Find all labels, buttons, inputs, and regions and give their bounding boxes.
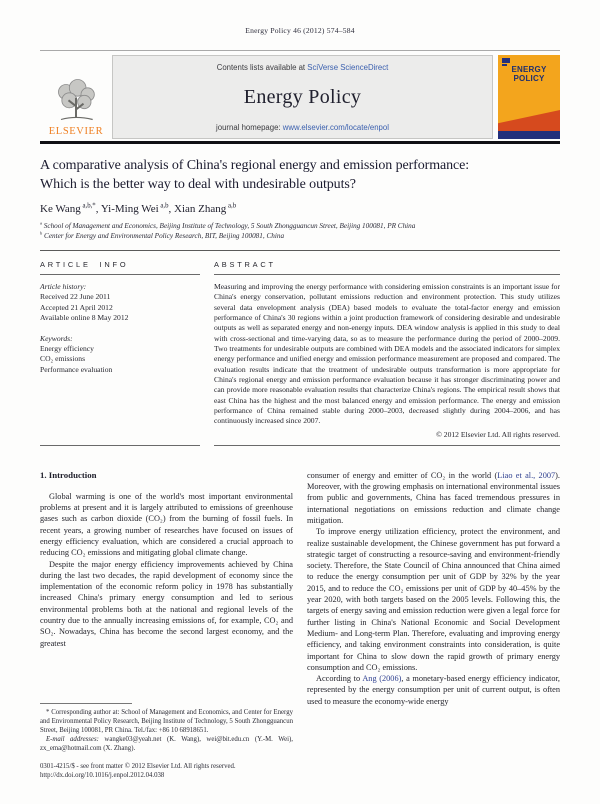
header-top-rule	[40, 50, 560, 51]
body-left-column	[40, 470, 293, 780]
email-footnote	[40, 735, 293, 753]
text-run: According to	[316, 674, 363, 684]
article-info-heading: ARTICLE INFO	[40, 260, 129, 269]
email-label: E-mail addresses:	[46, 735, 105, 743]
homepage-line	[216, 123, 389, 132]
author-name: Yi-Ming Wei	[100, 203, 159, 215]
article-history-item: Received 22 June 2011	[40, 292, 111, 302]
cover-red-band	[498, 110, 560, 132]
author-name: Ke Wang	[40, 203, 81, 215]
journal-homepage-link[interactable]: www.elsevier.com/locate/enpol	[282, 123, 389, 132]
title-block-rule	[40, 250, 560, 251]
footnote-block	[40, 703, 293, 753]
author-affiliation-sup: a,b	[158, 202, 169, 210]
article-history-label: Article history:	[40, 282, 87, 291]
author-affiliation-sup: a,b,*	[80, 202, 96, 210]
elsevier-wordmark: ELSEVIER	[48, 126, 104, 137]
article-title-line1: A comparative analysis of China's regional energy and emission performance:	[40, 158, 470, 173]
body-paragraph	[307, 673, 560, 707]
keyword-item: Energy efficiency	[40, 344, 94, 354]
info-abstract-block	[40, 260, 560, 446]
elsevier-logo	[40, 55, 112, 139]
left-column-text	[40, 491, 293, 649]
article-title	[40, 157, 560, 194]
author-affiliation-sup: a,b	[226, 202, 237, 210]
keywords-label: Keywords:	[40, 333, 73, 343]
cover-navy-band	[498, 131, 560, 139]
footnote-rule	[40, 703, 132, 704]
affiliation-line: $^b$ Center for Energy and Environmental Policy Research, BIT, Beijing 100081, China	[40, 230, 285, 240]
body-paragraph	[307, 470, 560, 526]
contents-line	[217, 63, 389, 72]
article-info-column	[40, 260, 200, 446]
article-history-list	[40, 292, 200, 323]
text-run: Global warming is one of the world's most important environmental problems at present and it is largely attributed to emissions of greenhouse gases such as carbon dioxide (CO₂) from the burning of fossil fuels. In recent years, a growing number of researches have focused on issues of energy efficiency evaluation, which are considered a crucial approach to reducing CO₂ emissions and mitigating global climate change.	[40, 491, 293, 558]
journal-banner	[112, 55, 493, 139]
issn-block	[40, 762, 293, 780]
keywords-list	[40, 344, 200, 375]
affiliation-list	[40, 222, 560, 241]
body-paragraph	[307, 526, 560, 673]
corresponding-author-footnote: * Corresponding author at: School of Management and Economics, and Center for Energy and Environmental Policy Research, Beijing Institute of Technology, 5 South Zhongguancun Street, Beijing 100081, PR China. Tel./fax: +86 10 68918651.	[40, 708, 293, 734]
sciverse-sciencedirect-link[interactable]: SciVerse ScienceDirect	[307, 63, 389, 72]
email-addresses[interactable]: wangke03@yeah.net (K. Wang), wei@bit.edu.cn (Y.-M. Wei), zx_ema@hotmail.com (X. Zhang).	[40, 735, 294, 752]
affiliation-line: $^a$ School of Management and Economics, Beijing Institute of Technology, 5 South Zhongguancun Street, Beijing 100081, PR China	[40, 220, 416, 230]
citation-link[interactable]: Ang (2006)	[362, 674, 402, 684]
info-spacer	[40, 324, 200, 334]
article-history-item: Accepted 21 April 2012	[40, 302, 113, 312]
abstract-copyright: © 2012 Elsevier Ltd. All rights reserved.	[436, 429, 560, 439]
abstract-heading: ABSTRACT	[214, 260, 276, 269]
text-run: consumer of energy and emitter of CO₂ in the world (	[307, 470, 498, 480]
affiliation-sup: a	[40, 220, 42, 226]
cover-publisher-mark-icon	[502, 58, 510, 63]
text-run: To improve energy utilization efficiency, protect the environment, and realize sustainable development, the Chinese government has put forward a strategic target of constructing a resource-saving and environment-friendly society. Therefore, the State Council of China announced that China aimed to reduce the energy consumption per unit of GDP by 32% by the year 2015, and to reduce the CO₂ emissions per unit of GDP by 40–45% by the year 2020, with both targets based on the 2005 levels. Following this, the targets of energy saving and emission reduction were given a legal force for further listing in China's National Economic and Social Development Medium- and Long-term Plan. Therefore, evaluating and improving energy efficiency, and taking environment constraints into consideration, is quite important for China to slow down the rapid growth of primary energy consumption and CO₂ emissions.	[307, 527, 560, 672]
contents-prefix: Contents lists available at	[216, 63, 308, 72]
body-paragraph	[40, 491, 293, 559]
journal-header-band	[40, 55, 560, 139]
body-paragraph	[40, 559, 293, 649]
text-run: Despite the major energy efficiency improvements achieved by China during the last two decades, the rapid development of economy since the implementation of the economic reform policy in 1978 has substantially increased China's primary energy consumption and led to serious environmental problems both at the national and regional levels of the country due to the annually increasing emissions of, for example, CO₂ and SO₂. Nowadays, China has become the second largest economy, and the greatest	[40, 559, 293, 648]
keyword-item: Performance evaluation	[40, 364, 113, 374]
journal-name: Energy Policy	[243, 86, 362, 108]
keyword-item: CO₂ emissions	[40, 354, 86, 364]
article-title-line2: Which is the better way to deal with undesirable outputs?	[40, 176, 356, 192]
doi-link[interactable]: http://dx.doi.org/10.1016/j.enpol.2012.04.038	[40, 771, 165, 779]
abstract-column	[214, 260, 560, 446]
article-info-heading-rule	[40, 274, 200, 275]
cover-title-line1: ENERGY	[511, 65, 547, 74]
section-heading-introduction: 1. Introduction	[40, 469, 97, 480]
abstract-heading-rule	[214, 274, 560, 275]
author-list: Ke Wang $^{a,b,*}$, Yi-Ming Wei $^{a,b}$, Xian Zhang $^{a,b}$	[40, 202, 237, 215]
header-thick-rule	[40, 141, 560, 144]
cover-title-line2: POLICY	[513, 73, 545, 83]
journal-cover-thumbnail	[498, 55, 560, 139]
author-name: Xian Zhang	[174, 203, 227, 215]
article-history-item: Available online 8 May 2012	[40, 313, 129, 323]
cover-title	[498, 66, 560, 83]
right-column-text	[307, 470, 560, 707]
elsevier-tree-icon	[51, 79, 101, 125]
text-run: ). Moreover, with the growing emphasis on international environmental issues from public and governments, China has faced tremendous pressures in international negotiations on emissions reduction and climate change mitigation.	[307, 470, 560, 525]
body-columns	[40, 470, 560, 780]
body-right-column	[307, 470, 560, 780]
issn-line: 0301-4215/$ - see front matter © 2012 Elsevier Ltd. All rights reserved.	[40, 762, 236, 770]
affiliation-sup: b	[40, 230, 43, 236]
homepage-prefix: journal homepage:	[216, 123, 283, 132]
abstract-text: Measuring and improving the energy performance with considering emission constraints is an important issue for China's energy conservation, pollutant emissions reduction and environment protection. This study utilizes several data envelopment analysis (DEA) based models to evaluate the total-factor energy and emission performance of China's 30 regions within a joint production framework of considering desirable and undesirable outputs as well as separated energy and non-energy inputs. DEA window analysis is applied in this study to deal with cross-sectional and time-varying data, so as to measure the performance during the period of 2000–2009. Two treatments for undesirable outputs are combined with DEA models and the associated indicators for simplex energy performance and unified energy and emission performance measurement are proposed and compared. The evaluation results indicate that the treatment of undesirable outputs transformation is more appropriate for China's regional energy and emission performance evaluation because it has stronger discriminating power and can provide more reasonable evaluation results that characterize China's regions. The empirical result shows that east China has the highest and the most balanced energy and emission performance. The energy and emission performance of China remained stable during 2000–2003, decreased slightly during 2004–2006, and has continuously increased since 2007.	[214, 282, 560, 426]
citation-link[interactable]: Liao et al., 2007	[497, 470, 556, 480]
text-run: , a monetary-based energy efficiency indicator, represented by the energy consumption per unit of current output, is often used to measure the economy-wide energy	[307, 674, 561, 706]
running-head: Energy Policy 46 (2012) 574–584	[245, 26, 355, 35]
